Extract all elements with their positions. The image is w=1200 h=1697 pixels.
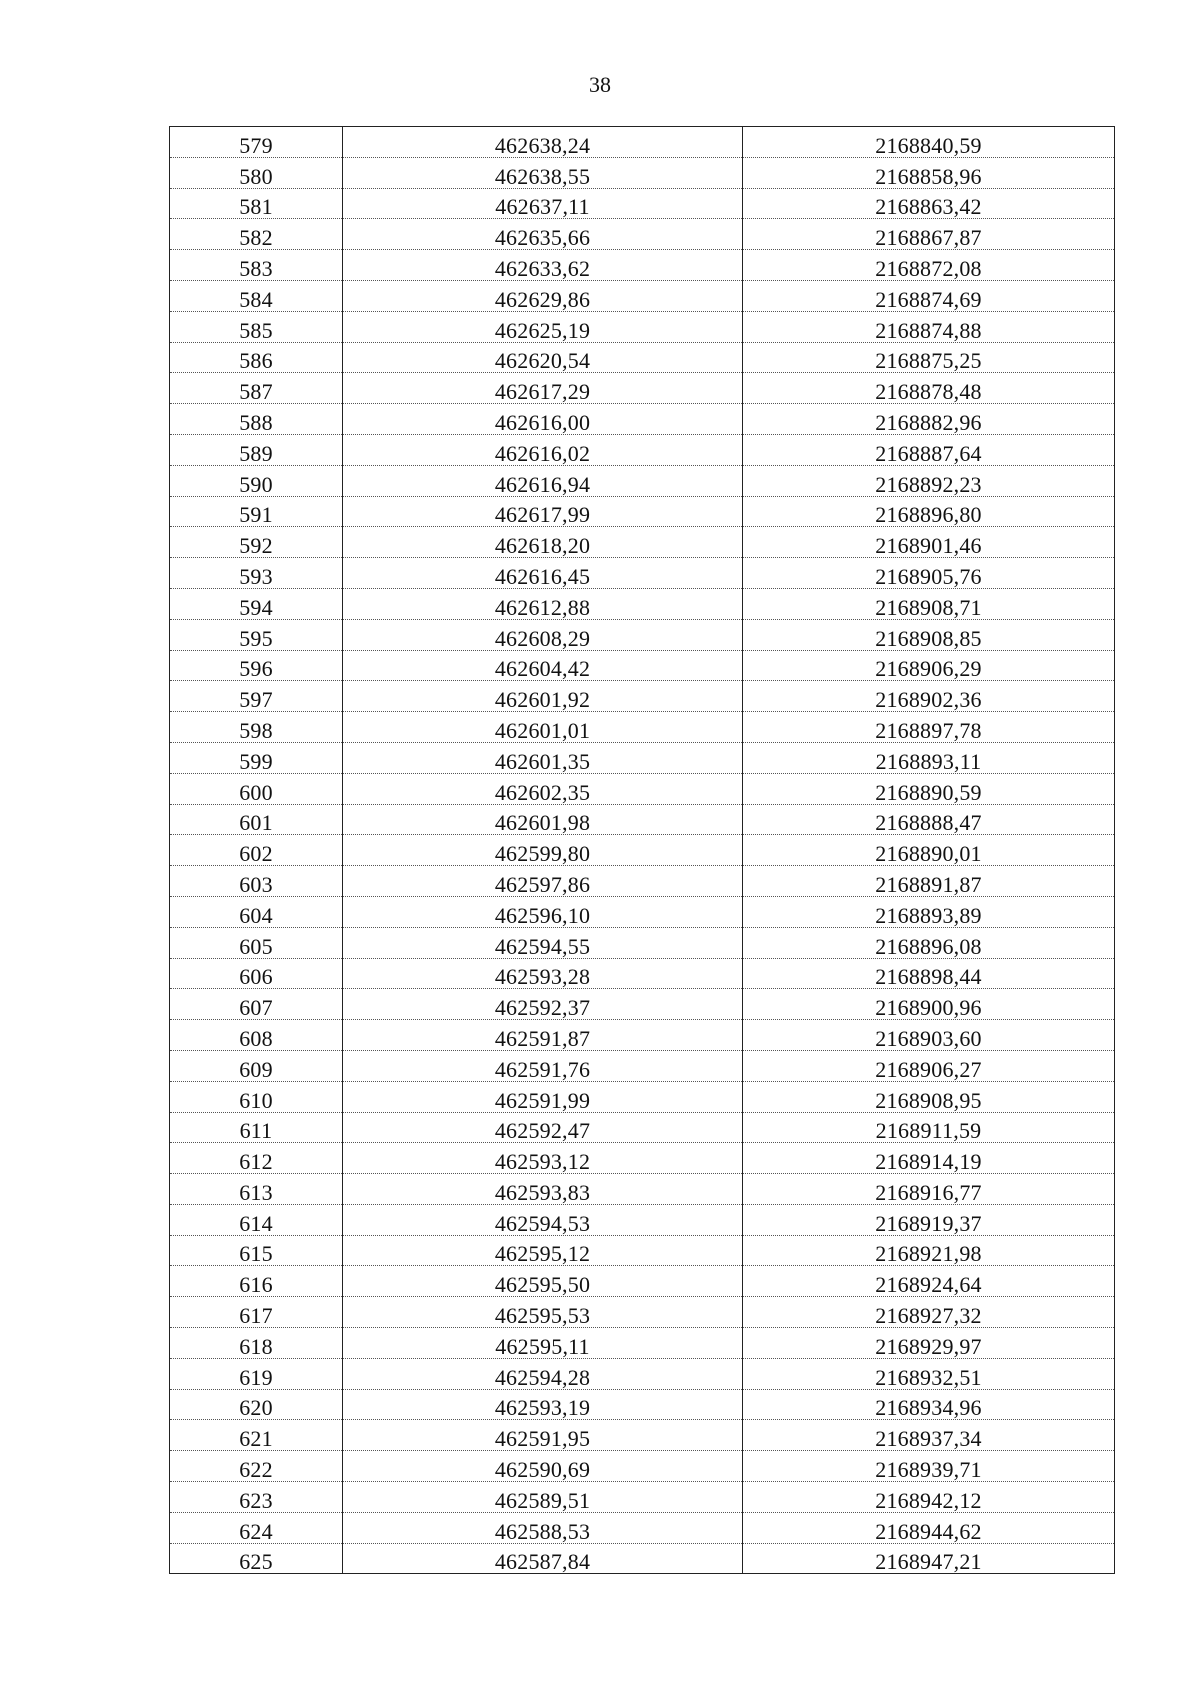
point-number-cell: 583 [170, 250, 343, 281]
x-coordinate-cell: 462597,86 [343, 866, 743, 897]
table-row [170, 465, 1115, 496]
y-coordinate-cell: 2168900,96 [743, 989, 1115, 1020]
x-coordinate-cell: 462629,86 [343, 280, 743, 311]
point-number-cell: 614 [170, 1204, 343, 1235]
point-number-cell: 600 [170, 773, 343, 804]
table-row [170, 866, 1115, 897]
point-number-cell: 590 [170, 465, 343, 496]
point-number-cell: 602 [170, 835, 343, 866]
x-coordinate-cell: 462625,19 [343, 311, 743, 342]
point-number-cell: 594 [170, 588, 343, 619]
x-coordinate-cell: 462616,00 [343, 404, 743, 435]
y-coordinate-cell: 2168893,89 [743, 896, 1115, 927]
x-coordinate-cell: 462618,20 [343, 527, 743, 558]
y-coordinate-cell: 2168916,77 [743, 1174, 1115, 1205]
point-number-cell: 584 [170, 280, 343, 311]
y-coordinate-cell: 2168944,62 [743, 1512, 1115, 1543]
point-number-cell: 579 [170, 127, 343, 158]
table-row [170, 1112, 1115, 1143]
point-number-cell: 619 [170, 1358, 343, 1389]
table-row [170, 250, 1115, 281]
y-coordinate-cell: 2168887,64 [743, 434, 1115, 465]
point-number-cell: 625 [170, 1543, 343, 1574]
y-coordinate-cell: 2168906,29 [743, 650, 1115, 681]
table-row [170, 1358, 1115, 1389]
point-number-cell: 608 [170, 1020, 343, 1051]
table-row [170, 342, 1115, 373]
y-coordinate-cell: 2168898,44 [743, 958, 1115, 989]
point-number-cell: 613 [170, 1174, 343, 1205]
x-coordinate-cell: 462595,50 [343, 1266, 743, 1297]
y-coordinate-cell: 2168908,95 [743, 1081, 1115, 1112]
x-coordinate-cell: 462601,98 [343, 804, 743, 835]
table-row [170, 373, 1115, 404]
y-coordinate-cell: 2168906,27 [743, 1050, 1115, 1081]
table-row [170, 619, 1115, 650]
x-coordinate-cell: 462593,12 [343, 1143, 743, 1174]
point-number-cell: 610 [170, 1081, 343, 1112]
table-row [170, 311, 1115, 342]
table-row [170, 127, 1115, 158]
point-number-cell: 609 [170, 1050, 343, 1081]
x-coordinate-cell: 462594,53 [343, 1204, 743, 1235]
y-coordinate-cell: 2168914,19 [743, 1143, 1115, 1174]
x-coordinate-cell: 462587,84 [343, 1543, 743, 1574]
point-number-cell: 591 [170, 496, 343, 527]
x-coordinate-cell: 462617,29 [343, 373, 743, 404]
table-row [170, 927, 1115, 958]
table-row [170, 1482, 1115, 1513]
table-row [170, 896, 1115, 927]
point-number-cell: 593 [170, 558, 343, 589]
point-number-cell: 586 [170, 342, 343, 373]
y-coordinate-cell: 2168911,59 [743, 1112, 1115, 1143]
table-row [170, 1420, 1115, 1451]
y-coordinate-cell: 2168924,64 [743, 1266, 1115, 1297]
y-coordinate-cell: 2168896,80 [743, 496, 1115, 527]
y-coordinate-cell: 2168874,69 [743, 280, 1115, 311]
table-row [170, 650, 1115, 681]
x-coordinate-cell: 462617,99 [343, 496, 743, 527]
x-coordinate-cell: 462589,51 [343, 1482, 743, 1513]
point-number-cell: 623 [170, 1482, 343, 1513]
point-number-cell: 618 [170, 1328, 343, 1359]
x-coordinate-cell: 462591,76 [343, 1050, 743, 1081]
x-coordinate-cell: 462616,94 [343, 465, 743, 496]
point-number-cell: 604 [170, 896, 343, 927]
y-coordinate-cell: 2168937,34 [743, 1420, 1115, 1451]
table-row [170, 1174, 1115, 1205]
x-coordinate-cell: 462595,12 [343, 1235, 743, 1266]
table-row [170, 588, 1115, 619]
table-row [170, 835, 1115, 866]
table-row [170, 280, 1115, 311]
x-coordinate-cell: 462633,62 [343, 250, 743, 281]
point-number-cell: 612 [170, 1143, 343, 1174]
table-row [170, 404, 1115, 435]
x-coordinate-cell: 462592,37 [343, 989, 743, 1020]
y-coordinate-cell: 2168874,88 [743, 311, 1115, 342]
x-coordinate-cell: 462595,53 [343, 1297, 743, 1328]
table-row [170, 558, 1115, 589]
point-number-cell: 585 [170, 311, 343, 342]
point-number-cell: 582 [170, 219, 343, 250]
y-coordinate-cell: 2168939,71 [743, 1451, 1115, 1482]
table-row [170, 219, 1115, 250]
table-row [170, 958, 1115, 989]
table-row [170, 1512, 1115, 1543]
table-row [170, 527, 1115, 558]
table-row [170, 1389, 1115, 1420]
x-coordinate-cell: 462596,10 [343, 896, 743, 927]
table-row [170, 188, 1115, 219]
point-number-cell: 605 [170, 927, 343, 958]
x-coordinate-cell: 462594,28 [343, 1358, 743, 1389]
y-coordinate-cell: 2168929,97 [743, 1328, 1115, 1359]
x-coordinate-cell: 462604,42 [343, 650, 743, 681]
table-row [170, 804, 1115, 835]
x-coordinate-cell: 462593,83 [343, 1174, 743, 1205]
point-number-cell: 607 [170, 989, 343, 1020]
point-number-cell: 601 [170, 804, 343, 835]
x-coordinate-cell: 462591,99 [343, 1081, 743, 1112]
page-number: 38 [589, 72, 611, 97]
y-coordinate-cell: 2168890,59 [743, 773, 1115, 804]
x-coordinate-cell: 462616,45 [343, 558, 743, 589]
y-coordinate-cell: 2168863,42 [743, 188, 1115, 219]
y-coordinate-cell: 2168903,60 [743, 1020, 1115, 1051]
x-coordinate-cell: 462638,24 [343, 127, 743, 158]
y-coordinate-cell: 2168947,21 [743, 1543, 1115, 1574]
table-row [170, 1081, 1115, 1112]
x-coordinate-cell: 462595,11 [343, 1328, 743, 1359]
point-number-cell: 596 [170, 650, 343, 681]
point-number-cell: 587 [170, 373, 343, 404]
point-number-cell: 588 [170, 404, 343, 435]
table-row [170, 434, 1115, 465]
y-coordinate-cell: 2168902,36 [743, 681, 1115, 712]
point-number-cell: 606 [170, 958, 343, 989]
point-number-cell: 598 [170, 712, 343, 743]
point-number-cell: 622 [170, 1451, 343, 1482]
x-coordinate-cell: 462599,80 [343, 835, 743, 866]
y-coordinate-cell: 2168888,47 [743, 804, 1115, 835]
y-coordinate-cell: 2168932,51 [743, 1358, 1115, 1389]
point-number-cell: 624 [170, 1512, 343, 1543]
y-coordinate-cell: 2168875,25 [743, 342, 1115, 373]
table-row [170, 712, 1115, 743]
table-row [170, 1543, 1115, 1574]
table-row [170, 989, 1115, 1020]
x-coordinate-cell: 462637,11 [343, 188, 743, 219]
y-coordinate-cell: 2168890,01 [743, 835, 1115, 866]
x-coordinate-cell: 462593,19 [343, 1389, 743, 1420]
x-coordinate-cell: 462593,28 [343, 958, 743, 989]
table-row [170, 1143, 1115, 1174]
x-coordinate-cell: 462590,69 [343, 1451, 743, 1482]
coordinates-table-body [170, 127, 1115, 1574]
y-coordinate-cell: 2168919,37 [743, 1204, 1115, 1235]
y-coordinate-cell: 2168858,96 [743, 157, 1115, 188]
y-coordinate-cell: 2168882,96 [743, 404, 1115, 435]
table-row [170, 1328, 1115, 1359]
table-row [170, 1266, 1115, 1297]
x-coordinate-cell: 462602,35 [343, 773, 743, 804]
table-row [170, 1020, 1115, 1051]
x-coordinate-cell: 462638,55 [343, 157, 743, 188]
point-number-cell: 616 [170, 1266, 343, 1297]
y-coordinate-cell: 2168921,98 [743, 1235, 1115, 1266]
table-row [170, 1235, 1115, 1266]
table-row [170, 157, 1115, 188]
y-coordinate-cell: 2168908,71 [743, 588, 1115, 619]
y-coordinate-cell: 2168872,08 [743, 250, 1115, 281]
y-coordinate-cell: 2168927,32 [743, 1297, 1115, 1328]
x-coordinate-cell: 462635,66 [343, 219, 743, 250]
y-coordinate-cell: 2168896,08 [743, 927, 1115, 958]
y-coordinate-cell: 2168897,78 [743, 712, 1115, 743]
x-coordinate-cell: 462594,55 [343, 927, 743, 958]
y-coordinate-cell: 2168934,96 [743, 1389, 1115, 1420]
point-number-cell: 603 [170, 866, 343, 897]
x-coordinate-cell: 462601,01 [343, 712, 743, 743]
x-coordinate-cell: 462620,54 [343, 342, 743, 373]
table-row [170, 1050, 1115, 1081]
table-row [170, 496, 1115, 527]
y-coordinate-cell: 2168867,87 [743, 219, 1115, 250]
point-number-cell: 617 [170, 1297, 343, 1328]
coordinates-table [169, 126, 1115, 1574]
y-coordinate-cell: 2168901,46 [743, 527, 1115, 558]
y-coordinate-cell: 2168892,23 [743, 465, 1115, 496]
x-coordinate-cell: 462601,92 [343, 681, 743, 712]
point-number-cell: 611 [170, 1112, 343, 1143]
x-coordinate-cell: 462612,88 [343, 588, 743, 619]
table-row [170, 1451, 1115, 1482]
point-number-cell: 621 [170, 1420, 343, 1451]
y-coordinate-cell: 2168905,76 [743, 558, 1115, 589]
y-coordinate-cell: 2168942,12 [743, 1482, 1115, 1513]
y-coordinate-cell: 2168840,59 [743, 127, 1115, 158]
y-coordinate-cell: 2168908,85 [743, 619, 1115, 650]
point-number-cell: 581 [170, 188, 343, 219]
x-coordinate-cell: 462601,35 [343, 742, 743, 773]
table-row [170, 742, 1115, 773]
point-number-cell: 620 [170, 1389, 343, 1420]
x-coordinate-cell: 462608,29 [343, 619, 743, 650]
x-coordinate-cell: 462591,95 [343, 1420, 743, 1451]
point-number-cell: 595 [170, 619, 343, 650]
table-row [170, 1204, 1115, 1235]
point-number-cell: 597 [170, 681, 343, 712]
y-coordinate-cell: 2168893,11 [743, 742, 1115, 773]
x-coordinate-cell: 462616,02 [343, 434, 743, 465]
x-coordinate-cell: 462591,87 [343, 1020, 743, 1051]
point-number-cell: 615 [170, 1235, 343, 1266]
x-coordinate-cell: 462588,53 [343, 1512, 743, 1543]
y-coordinate-cell: 2168878,48 [743, 373, 1115, 404]
point-number-cell: 592 [170, 527, 343, 558]
y-coordinate-cell: 2168891,87 [743, 866, 1115, 897]
point-number-cell: 589 [170, 434, 343, 465]
x-coordinate-cell: 462592,47 [343, 1112, 743, 1143]
point-number-cell: 599 [170, 742, 343, 773]
table-row [170, 773, 1115, 804]
point-number-cell: 580 [170, 157, 343, 188]
table-row [170, 681, 1115, 712]
table-row [170, 1297, 1115, 1328]
